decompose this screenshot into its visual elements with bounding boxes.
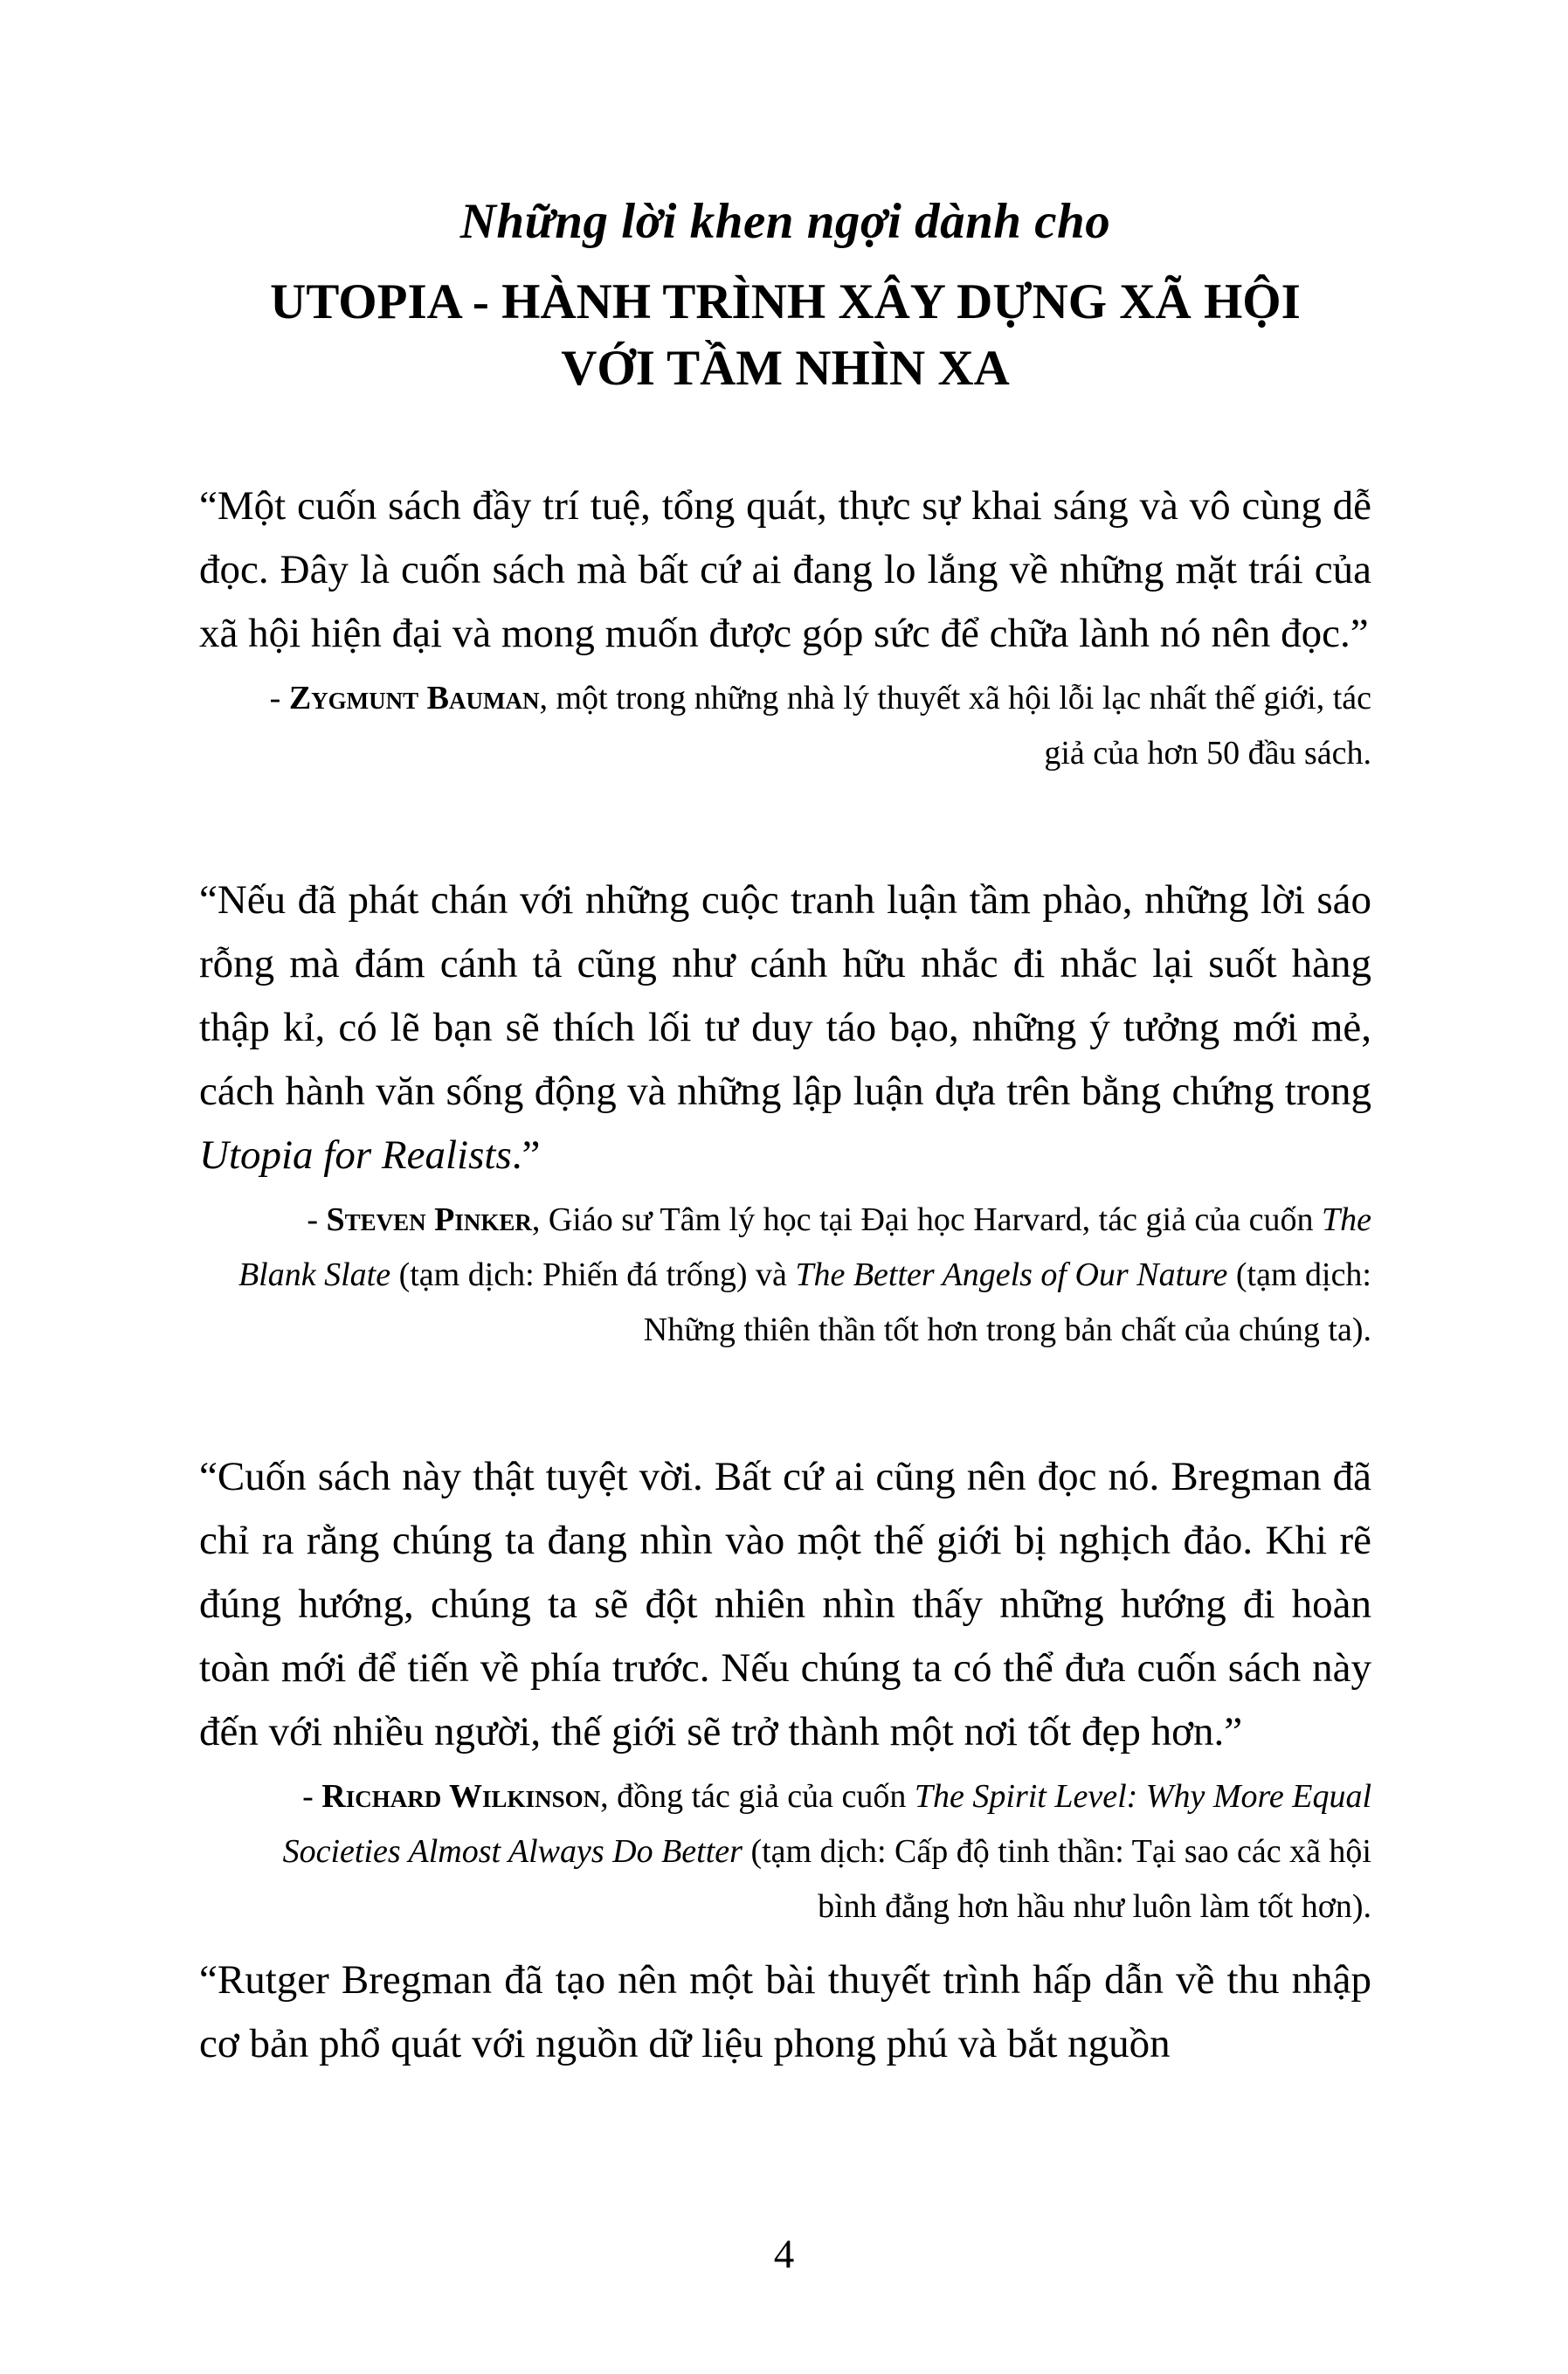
book-title-line-2: VỚI TẦM NHÌN XA bbox=[561, 341, 1010, 396]
attribution-lead: - bbox=[307, 1201, 327, 1238]
quote-block-pinker bbox=[199, 869, 1371, 1358]
attribution-name: Zygmunt Bauman bbox=[288, 680, 540, 716]
quote-block-wilkinson bbox=[199, 1445, 1371, 1934]
quote-text-segment: “Cuốn sách này thật tuyệt vời. Bất cứ ai cũng nên đọc nó. Bregman đã chỉ ra rằng chúng ta đang nhìn vào một thế giới bị nghịch đảo. Khi rẽ đúng hướng, chúng ta sẽ đột nhiên nhìn thấy những hướng đi hoàn toàn mới để tiến về phía trước. Nếu chúng ta có thể đưa cuốn sách này đến với nhiều người, thế giới sẽ trở thành một nơi tốt đẹp hơn.” bbox=[199, 1454, 1371, 1755]
attribution-text-segment: , đồng tác giả của cuốn bbox=[600, 1778, 915, 1815]
attribution-text-segment: (tạm dịch: Những thiên thần tốt hơn trong bản chất của chúng ta). bbox=[643, 1256, 1371, 1348]
quote-text bbox=[199, 869, 1371, 1187]
attribution-text-segment: (tạm dịch: Phiến đá trống) và bbox=[390, 1256, 796, 1293]
attribution-steven-pinker bbox=[199, 1193, 1371, 1358]
quote-text bbox=[199, 1948, 1371, 2076]
attribution-name: Richard Wilkinson bbox=[321, 1778, 601, 1815]
text-column bbox=[199, 0, 1371, 2076]
book-title-line-1: UTOPIA - HÀNH TRÌNH XÂY DỰNG XÃ HỘI bbox=[270, 274, 1301, 329]
quote-text bbox=[199, 474, 1371, 666]
praise-heading: Những lời khen ngợi dành cho bbox=[459, 194, 1111, 249]
attribution-text-segment: , Giáo sư Tâm lý học tại Đại học Harvard, tác giả của cuốn bbox=[531, 1201, 1322, 1238]
praise-header bbox=[199, 194, 1371, 402]
attribution-zygmunt-bauman bbox=[199, 671, 1371, 781]
page-number: 4 bbox=[773, 2232, 795, 2277]
attribution-text-segment: , một trong những nhà lý thuyết xã hội lỗi lạc nhất thế giới, tác giả của hơn 50 đầu sách. bbox=[539, 680, 1371, 772]
quote-text-segment: .” bbox=[511, 1132, 541, 1178]
attribution-richard-wilkinson bbox=[199, 1769, 1371, 1934]
quote-text-segment: “Nếu đã phát chán với những cuộc tranh luận tầm phào, những lời sáo rỗng mà đám cánh tả cũng như cánh hữu nhắc đi nhắc lại suốt hàng thập kỉ, có lẽ bạn sẽ thích lối tư duy táo bạo, những ý tưởng mới mẻ, cách hành văn sống động và những lập luận dựa trên bằng chứng trong bbox=[199, 877, 1371, 1114]
quote-block-bauman bbox=[199, 474, 1371, 781]
attribution-book-title-italic: The Blank Slate bbox=[238, 1201, 1371, 1293]
quote-book-title-italic: Utopia for Realists bbox=[199, 1132, 512, 1178]
quote-text-segment: “Rutger Bregman đã tạo nên một bài thuyết trình hấp dẫn về thu nhập cơ bản phổ quát với nguồn dữ liệu phong phú và bắt nguồn bbox=[199, 1957, 1371, 2066]
attribution-lead: - bbox=[269, 680, 289, 716]
quote-text bbox=[199, 1445, 1371, 1764]
attribution-book-title-italic: The Better Angels of Our Nature bbox=[795, 1256, 1228, 1293]
book-title bbox=[199, 269, 1371, 402]
attribution-name: Steven Pinker bbox=[326, 1201, 532, 1238]
attribution-lead: - bbox=[302, 1778, 322, 1815]
quote-block-bregman bbox=[199, 1948, 1371, 2076]
attribution-book-title-italic: The Spirit Level: Why More Equal Societies Almost Always Do Better bbox=[282, 1778, 1371, 1870]
quote-text-segment: “Một cuốn sách đầy trí tuệ, tổng quát, thực sự khai sáng và vô cùng dễ đọc. Đây là cuốn sách mà bất cứ ai đang lo lắng về những mặt trái của xã hội hiện đại và mong muốn được góp sức để chữa lành nó nên đọc.” bbox=[199, 483, 1371, 656]
attribution-text-segment: (tạm dịch: Cấp độ tinh thần: Tại sao các xã hội bình đẳng hơn hầu như luôn làm tốt hơn). bbox=[742, 1833, 1371, 1925]
